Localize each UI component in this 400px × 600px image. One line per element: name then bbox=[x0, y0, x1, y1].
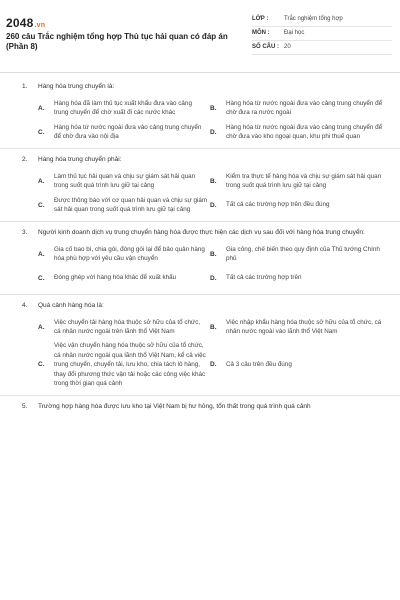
option-text: Việc nhập khẩu hàng hóa thuộc sở hữu của tổ chức, cá nhân nước ngoài vào lãnh thổ Việt Nam bbox=[226, 318, 382, 335]
option-text: Gia cố bao bì, chia gói, đóng gói lại để bảo quản hàng hóa phù hợp với yêu cầu vận chuyển bbox=[54, 245, 205, 262]
option-a[interactable] bbox=[38, 244, 208, 264]
question-number: 5. bbox=[22, 402, 28, 410]
option-b[interactable] bbox=[208, 171, 388, 191]
option-b[interactable] bbox=[208, 98, 388, 118]
question-2 bbox=[0, 148, 400, 221]
info-table bbox=[252, 13, 392, 55]
info-label: LỚP : bbox=[252, 16, 269, 22]
option-text: Hàng hóa từ nước ngoài đưa vào cảng trung chuyển để chờ đưa vào nội địa bbox=[54, 123, 202, 140]
option-c[interactable] bbox=[38, 195, 208, 215]
option-a[interactable] bbox=[38, 317, 208, 337]
options-grid bbox=[38, 317, 400, 389]
options-grid bbox=[38, 98, 400, 142]
option-b[interactable] bbox=[208, 317, 388, 337]
option-a[interactable] bbox=[38, 98, 208, 118]
option-letter: D. bbox=[210, 361, 217, 369]
option-letter: D. bbox=[210, 201, 217, 209]
info-value: Trắc nghiệm tổng hợp bbox=[284, 16, 343, 22]
option-d[interactable] bbox=[208, 122, 388, 142]
option-text: Tất cả các trường hợp trên đều đúng bbox=[226, 201, 330, 209]
option-letter: C. bbox=[38, 128, 45, 136]
option-text: Hàng hóa từ nước ngoài đưa vào cảng trung chuyển để chờ đưa vào kho ngoại quan, khu phi thuế quan bbox=[226, 123, 383, 140]
question-prompt: Người kinh doanh dịch vụ trung chuyển hàng hóa được thực hiện các dịch vụ sau đối với hàng hóa trung chuyển: bbox=[38, 229, 365, 236]
option-text: Gia công, chế biến theo quy định của Thủ tướng Chính phủ bbox=[226, 245, 380, 262]
page-title: 260 câu Trắc nghiệm tổng hợp Thủ tục hải quan có đáp án (Phần 8) bbox=[6, 32, 228, 51]
question-text bbox=[0, 149, 400, 171]
question-number: 2. bbox=[22, 156, 28, 163]
option-letter: B. bbox=[210, 104, 217, 112]
question-number: 3. bbox=[22, 229, 28, 236]
option-text: Cả 3 câu trên đều đúng bbox=[226, 361, 292, 368]
option-text: Tất cả các trường hợp trên bbox=[226, 274, 302, 282]
option-letter: C. bbox=[38, 201, 45, 209]
option-letter: D. bbox=[210, 274, 217, 282]
question-number: 4. bbox=[22, 302, 28, 309]
option-d[interactable] bbox=[208, 195, 388, 215]
option-text: Đóng ghép với hàng hóa khác để xuất khẩu bbox=[54, 274, 177, 282]
option-letter: D. bbox=[210, 128, 217, 136]
option-letter: A. bbox=[38, 250, 45, 258]
option-text: Hàng hóa từ nước ngoài đưa vào cảng trung chuyển để chờ đưa ra nước ngoài bbox=[226, 99, 383, 116]
option-text: Kiểm tra thực tế hàng hóa và chịu sự giám sát hải quan trong suốt quá trình lưu giữ tại cảng bbox=[226, 172, 382, 189]
question-prompt: Hàng hóa trung chuyển là: bbox=[38, 83, 115, 90]
site-logo[interactable] bbox=[6, 16, 45, 30]
info-value: 20 bbox=[284, 44, 291, 50]
question-prompt: Hàng hóa trung chuyển phải: bbox=[38, 156, 122, 163]
question-list bbox=[0, 76, 400, 424]
question-number: 1. bbox=[22, 83, 28, 90]
question-text bbox=[0, 76, 400, 98]
logo-domain: .vn bbox=[34, 22, 46, 29]
header-divider bbox=[0, 72, 400, 73]
option-letter: B. bbox=[210, 323, 217, 331]
option-d[interactable] bbox=[208, 268, 388, 288]
info-label: SỐ CÂU : bbox=[252, 44, 279, 50]
question-text bbox=[0, 222, 400, 244]
option-text: Việc chuyển tải hàng hóa thuộc sở hữu của tổ chức, cá nhân nước ngoài trên lãnh thổ Việt Nam bbox=[54, 318, 201, 335]
header bbox=[0, 0, 400, 68]
option-text: Làm thủ tục hải quan và chịu sự giám sát hải quan trong suốt quá trình lưu giữ tại cảng bbox=[54, 172, 196, 189]
option-letter: C. bbox=[38, 361, 45, 369]
info-label: MÔN : bbox=[252, 30, 270, 36]
question-5 bbox=[0, 395, 400, 424]
options-grid bbox=[38, 244, 400, 288]
option-text: Được thông báo với cơ quan hải quan và chịu sự giám sát hải quan trong suốt quá trình lưu giữ tại cảng bbox=[54, 196, 208, 213]
question-1 bbox=[0, 76, 400, 148]
option-b[interactable] bbox=[208, 244, 388, 264]
option-letter: B. bbox=[210, 250, 217, 258]
option-c[interactable] bbox=[38, 341, 208, 389]
option-a[interactable] bbox=[38, 171, 208, 191]
info-value: Đại học bbox=[284, 30, 305, 36]
question-prompt: Trường hợp hàng hóa được lưu kho tại Việt Nam bị hư hỏng, tổn thất trong quá trình quá cảnh bbox=[38, 402, 311, 410]
logo-number: 2048 bbox=[6, 16, 34, 30]
question-text bbox=[0, 396, 400, 418]
option-letter: A. bbox=[38, 104, 45, 112]
question-3 bbox=[0, 221, 400, 294]
info-row-class bbox=[252, 13, 392, 27]
option-c[interactable] bbox=[38, 122, 208, 142]
option-c[interactable] bbox=[38, 268, 208, 288]
option-letter: B. bbox=[210, 177, 217, 185]
option-letter: A. bbox=[38, 323, 45, 331]
question-prompt: Quá cảnh hàng hóa là: bbox=[38, 302, 104, 309]
question-4 bbox=[0, 294, 400, 395]
option-d[interactable] bbox=[208, 341, 388, 389]
option-letter: A. bbox=[38, 177, 45, 185]
options-grid bbox=[38, 171, 400, 215]
option-letter: C. bbox=[38, 274, 45, 282]
info-row-subject bbox=[252, 27, 392, 41]
question-text bbox=[0, 295, 400, 317]
option-text: Việc vận chuyển hàng hóa thuộc sở hữu của tổ chức, cá nhân nước ngoài qua lãnh thổ Việt Nam, kể cả việc trung chuyển, chuyển tải, lưu kho, chia tách lô hàng, thay đổi phương thức vận tải hoặc các công việc khác trong thời gian quá cảnh bbox=[54, 342, 206, 387]
option-text: Hàng hóa đã làm thủ tục xuất khẩu đưa vào cảng trung chuyển để chờ xuất đi các nước khác bbox=[54, 99, 192, 116]
info-row-count bbox=[252, 41, 392, 55]
